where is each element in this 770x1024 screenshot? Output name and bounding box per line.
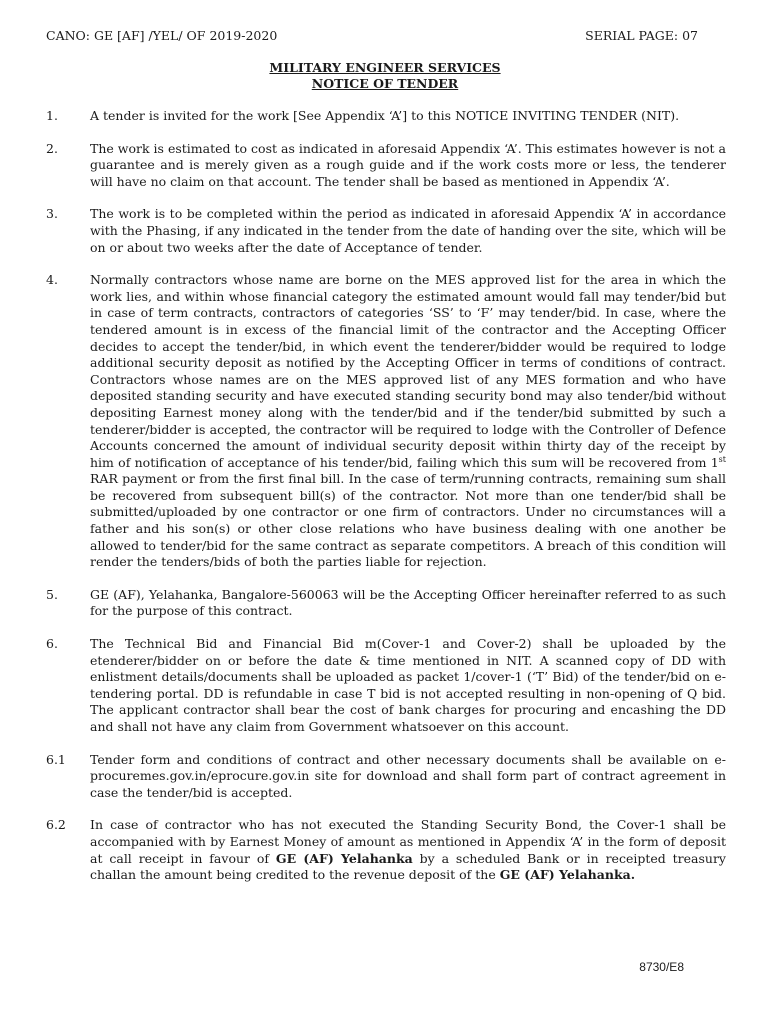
- paragraph-number: 6.2: [46, 817, 66, 833]
- tender-body: [46, 108, 726, 900]
- title-line-1: MILITARY ENGINEER SERVICES: [269, 60, 501, 75]
- header-contract-number: CANO: GE [AF] /YEL/ OF 2019-2020: [46, 28, 278, 43]
- document-title: [0, 60, 770, 92]
- paragraph-number: 4.: [46, 272, 58, 288]
- paragraph-text: The Technical Bid and Financial Bid m(Cover-1 and Cover-2) shall be uploaded by the etenderer/bidder on or before the date & time mentioned in NIT. A scanned copy of DD with enlistment details/documents shall be uploaded as packet 1/cover-1 (‘T’ Bid) of the tender/bid on e-tendering portal. DD is refundable in case T bid is not accepted resulting in non-opening of Q bid. The applicant contractor shall bear the cost of bank charges for procuring and encashing the DD and shall not have any claim from Government whatsoever on this account.: [90, 636, 726, 734]
- paragraph-number: 2.: [46, 140, 58, 156]
- paragraph-6: [46, 636, 726, 736]
- footer-reference-code: 8730/E8: [639, 960, 684, 974]
- paragraph-text-part-b: by a scheduled Bank or in receipted treasury challan the amount being credited to the revenue deposit of the: [90, 850, 726, 883]
- accepting-officer-name: GE (AF) Yelahanka: [275, 850, 413, 866]
- paragraph-text: The work is estimated to cost as indicated in aforesaid Appendix ‘A’. This estimates however is not a guarantee and is merely given as a rough guide and if the work costs more or less, the tenderer will have no claim on that account. The tender shall be based as mentioned in Appendix ‘A’.: [90, 140, 726, 189]
- paragraph-3: [46, 206, 726, 256]
- paragraph-number: 1.: [46, 108, 58, 123]
- paragraph-5: [46, 587, 726, 620]
- paragraph-6-2: [46, 817, 726, 883]
- paragraph-4: [46, 272, 726, 571]
- paragraph-text: [90, 817, 726, 883]
- paragraph-number: 6.: [46, 636, 58, 652]
- paragraph-text: The work is to be completed within the period as indicated in aforesaid Appendix ‘A’ in accordance with the Phasing, if any indicated in the tender from the date of handing over the site, which will be on or about two weeks after the date of Acceptance of tender.: [90, 206, 726, 255]
- ordinal-superscript: st: [718, 454, 726, 464]
- paragraph-text-part-b: RAR payment or from the first final bill. In the case of term/running contracts, remaining sum shall be recovered from subsequent bill(s) of the contractor. Not more than one tender/bid shall be submitted/uploaded by one contractor or one firm of contractors. Under no circumstances will a father and his son(s) or other close relations who have business dealing with one another be allowed to tender/bid for the same contract as separate competitors. A breach of this condition will render the tenders/bids of both the parties liable for rejection.: [90, 471, 726, 570]
- paragraph-text: A tender is invited for the work [See Appendix ‘A’] to this NOTICE INVITING TENDER (NIT).: [90, 108, 680, 123]
- paragraph-text-part-a: In case of contractor who has not executed the Standing Security Bond, the Cover-1 shall be accompanied with by Earnest Money of amount as mentioned in Appendix ‘A’ in the form of deposit at call receipt in favour of: [90, 817, 726, 866]
- paragraph-1: [46, 108, 726, 125]
- paragraph-text: GE (AF), Yelahanka, Bangalore-560063 will be the Accepting Officer hereinafter referred to as such for the purpose of this contract.: [90, 586, 726, 619]
- paragraph-6-1: [46, 752, 726, 802]
- revenue-deposit-officer: GE (AF) Yelahanka.: [499, 867, 636, 883]
- paragraph-text: Tender form and conditions of contract and other necessary documents shall be available on e-procuremes.gov.in/eprocure.gov.in site for download and shall form part of contract agreement in case the tender/bid is accepted.: [90, 751, 726, 800]
- paragraph-number: 5.: [46, 586, 58, 602]
- header-serial-page: SERIAL PAGE: 07: [585, 28, 698, 43]
- paragraph-number: 3.: [46, 206, 58, 222]
- paragraph-2: [46, 141, 726, 191]
- paragraph-text: [90, 272, 726, 571]
- paragraph-text-part-a: Normally contractors whose name are borne on the MES approved list for the area in which the work lies, and within whose financial category the estimated amount would fall may tender/bid but in case of term contracts, contractors of categories ‘SS’ to ‘F’ may tender/bid. In case, where the tendered amount is in excess of the financial limit of the contractor and the Accepting Officer decides to accept the tender/bid, in which event the tenderer/bidder would be required to lodge additional security deposit as notified by the Accepting Officer in terms of conditions of contract. Contractors whose names are on the MES approved list of any MES formation and who have deposited standing security and have executed standing security bond may also tender/bid without depositing Earnest money along with the tender/bid and if the tender/bid submitted by such a tenderer/bidder is accepted, the contractor will be required to lodge with the Controller of Defence Accounts concerned the amount of individual security deposit within thirty day of the receipt by him of notification of acceptance of his tender/bid, failing which this sum will be recovered from 1: [90, 272, 726, 470]
- paragraph-number: 6.1: [46, 751, 66, 767]
- title-line-2: NOTICE OF TENDER: [311, 76, 459, 91]
